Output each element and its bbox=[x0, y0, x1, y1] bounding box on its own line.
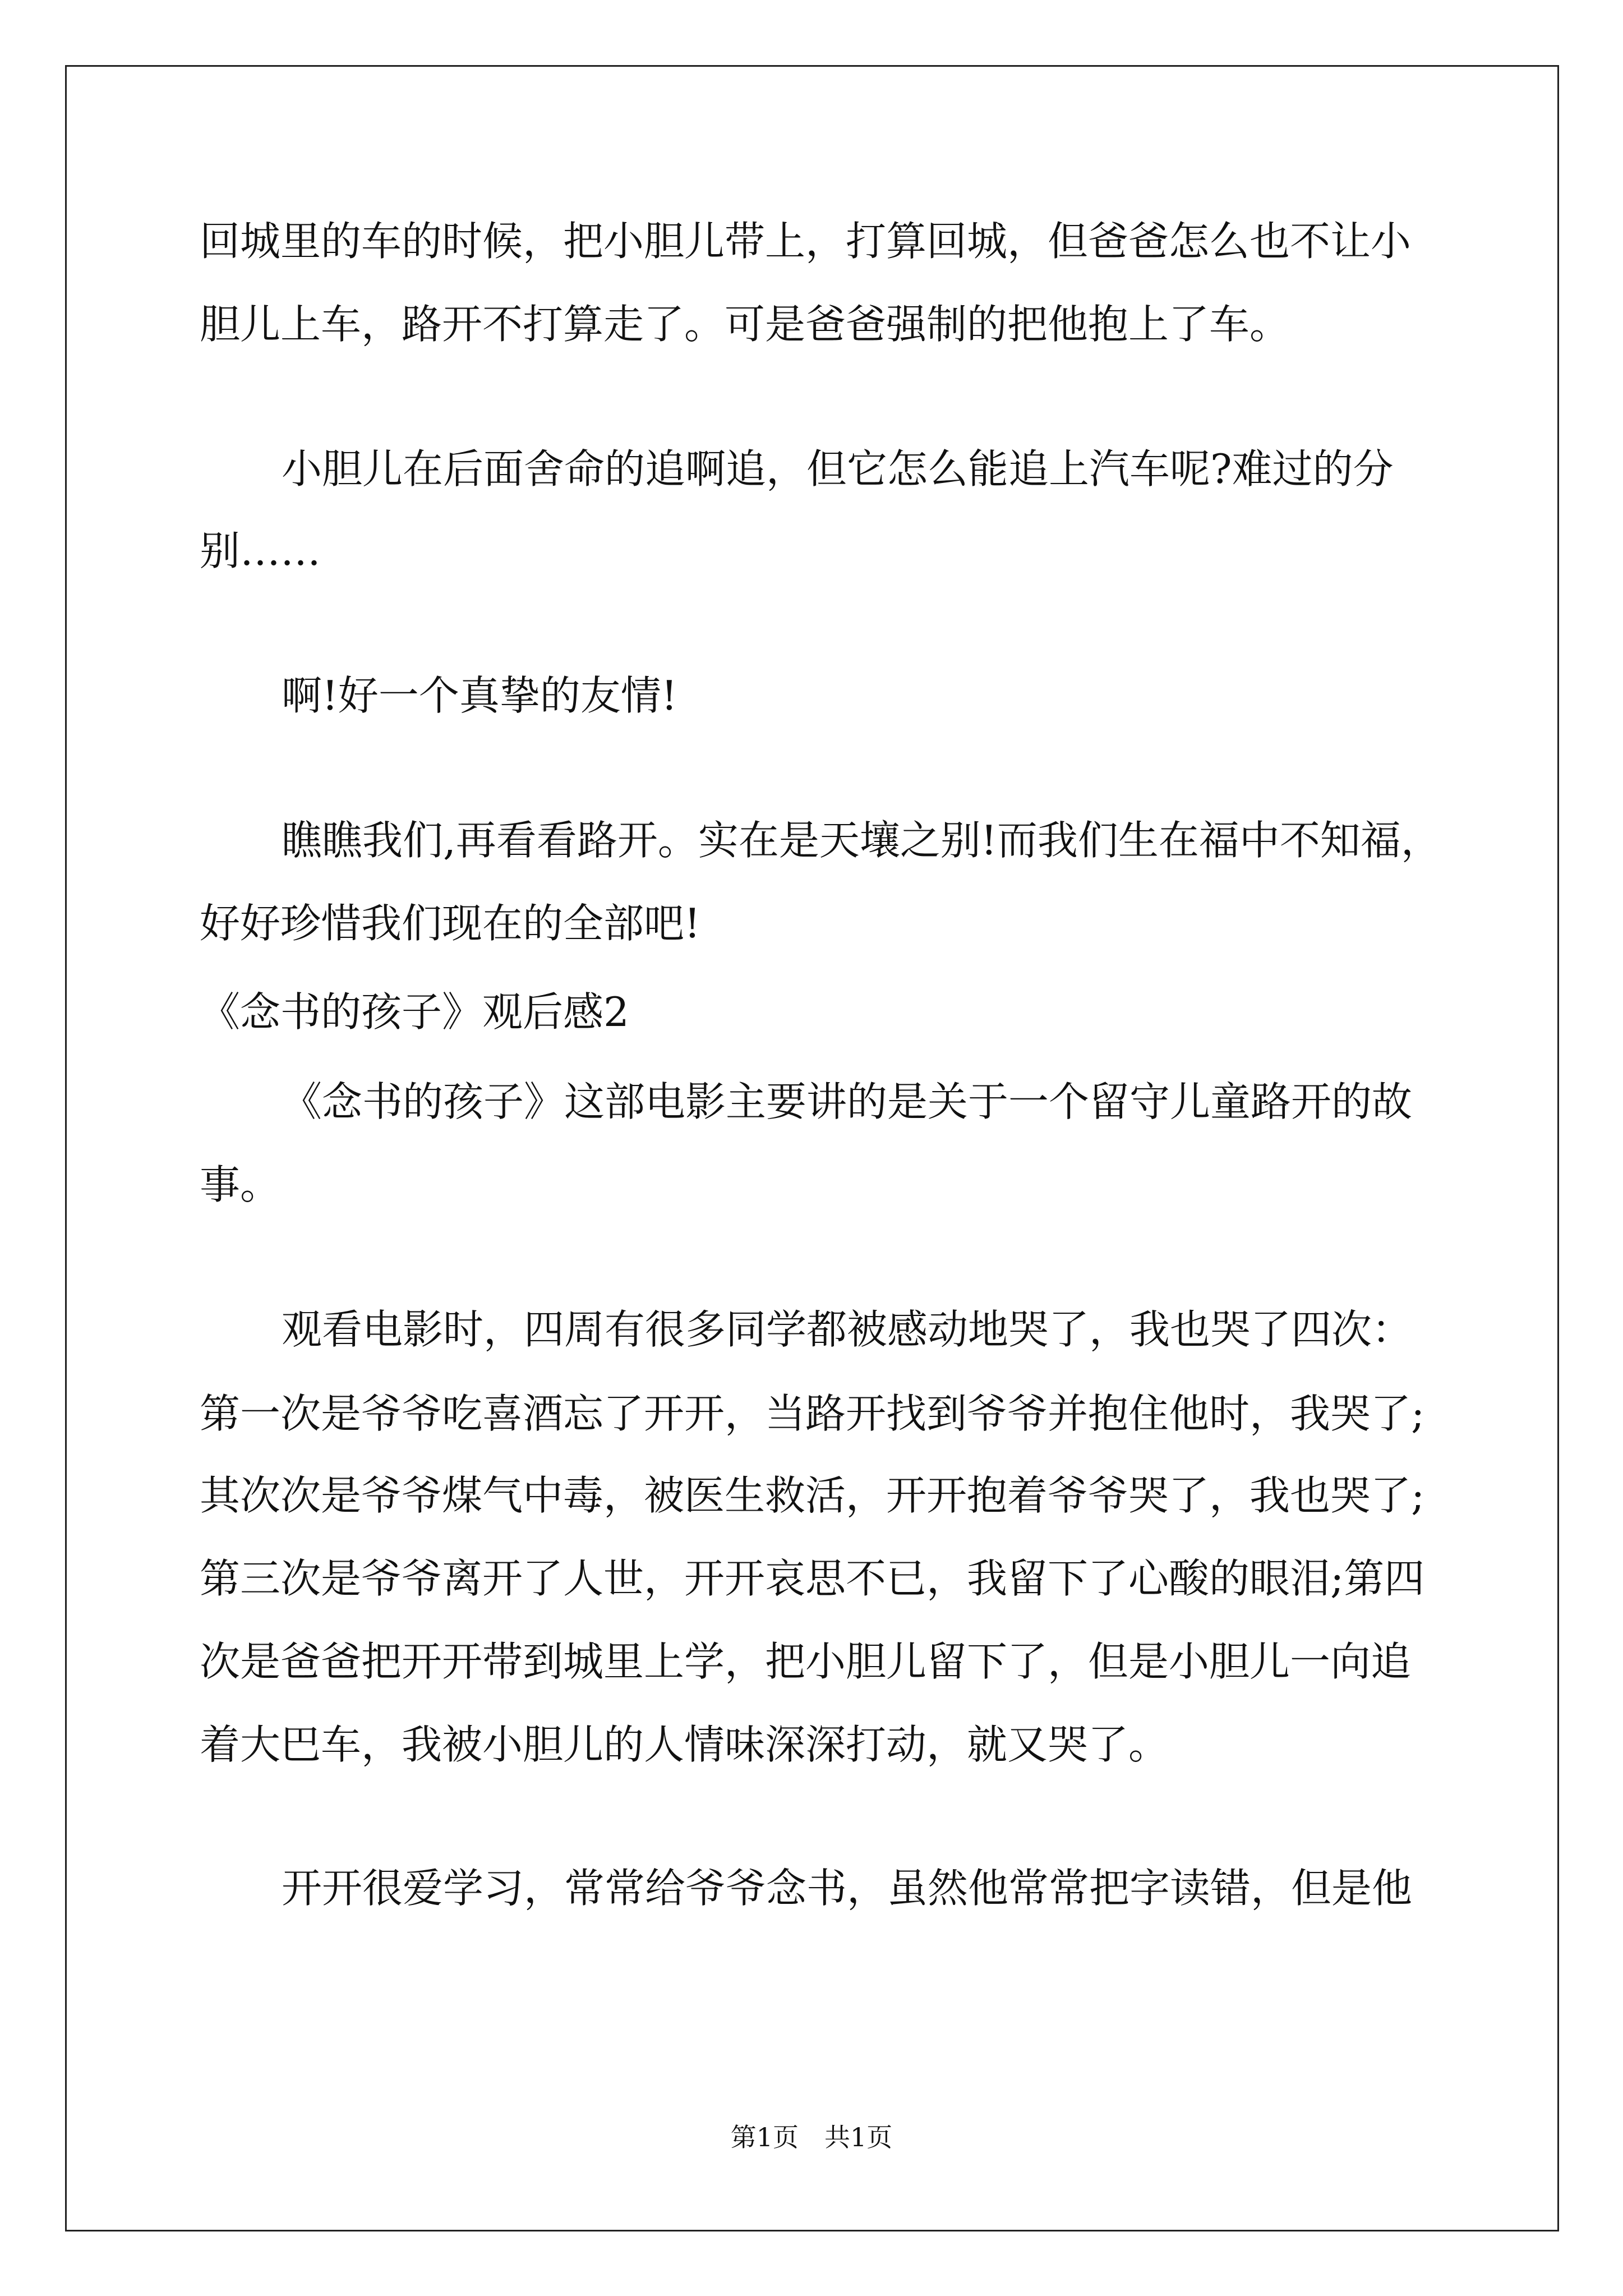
text-line: 别…… bbox=[200, 527, 321, 574]
text-line: 着大巴车，我被小胆儿的人情味深深打动，就又哭了。 bbox=[200, 1721, 1169, 1768]
text-line: 啊!好一个真挚的友情! bbox=[282, 672, 677, 719]
text-line: 《念书的孩子》这部电影主要讲的是关于一个留守儿童路开的故 bbox=[282, 1078, 1413, 1125]
section-heading: 《念书的孩子》观后感2 bbox=[200, 988, 629, 1036]
text-line: 第三次是爷爷离开了人世，开开哀思不已，我留下了心酸的眼泪;第四 bbox=[200, 1555, 1425, 1602]
text-line: 瞧瞧我们,再看看路开。实在是天壤之别!而我们生在福中不知福， bbox=[282, 817, 1441, 864]
text-line: 小胆儿在后面舍命的追啊追，但它怎么能追上汽车呢?难过的分 bbox=[282, 445, 1394, 493]
text-line: 好好珍惜我们现在的全部吧! bbox=[200, 900, 700, 947]
text-line: 第一次是爷爷吃喜酒忘了开开，当路开找到爷爷并抱住他时，我哭了; bbox=[200, 1390, 1425, 1437]
text-line: 事。 bbox=[200, 1161, 281, 1208]
text-line: 开开很爱学习，常常给爷爷念书，虽然他常常把字读错，但是他 bbox=[282, 1865, 1413, 1912]
text-line: 其次次是爷爷煤气中毒，被医生救活，开开抱着爷爷哭了，我也哭了; bbox=[200, 1472, 1425, 1519]
page-footer: 第1页 共1页 bbox=[730, 2122, 893, 2152]
text-line: 次是爸爸把开开带到城里上学，把小胆儿留下了，但是小胆儿一向追 bbox=[200, 1638, 1412, 1685]
text-line: 回城里的车的时候，把小胆儿带上，打算回城，但爸爸怎么也不让小 bbox=[200, 218, 1412, 265]
text-line: 胆儿上车，路开不打算走了。可是爸爸强制的把他抱上了车。 bbox=[200, 301, 1290, 348]
text-line: 观看电影时，四周有很多同学都被感动地哭了，我也哭了四次： bbox=[282, 1306, 1413, 1353]
